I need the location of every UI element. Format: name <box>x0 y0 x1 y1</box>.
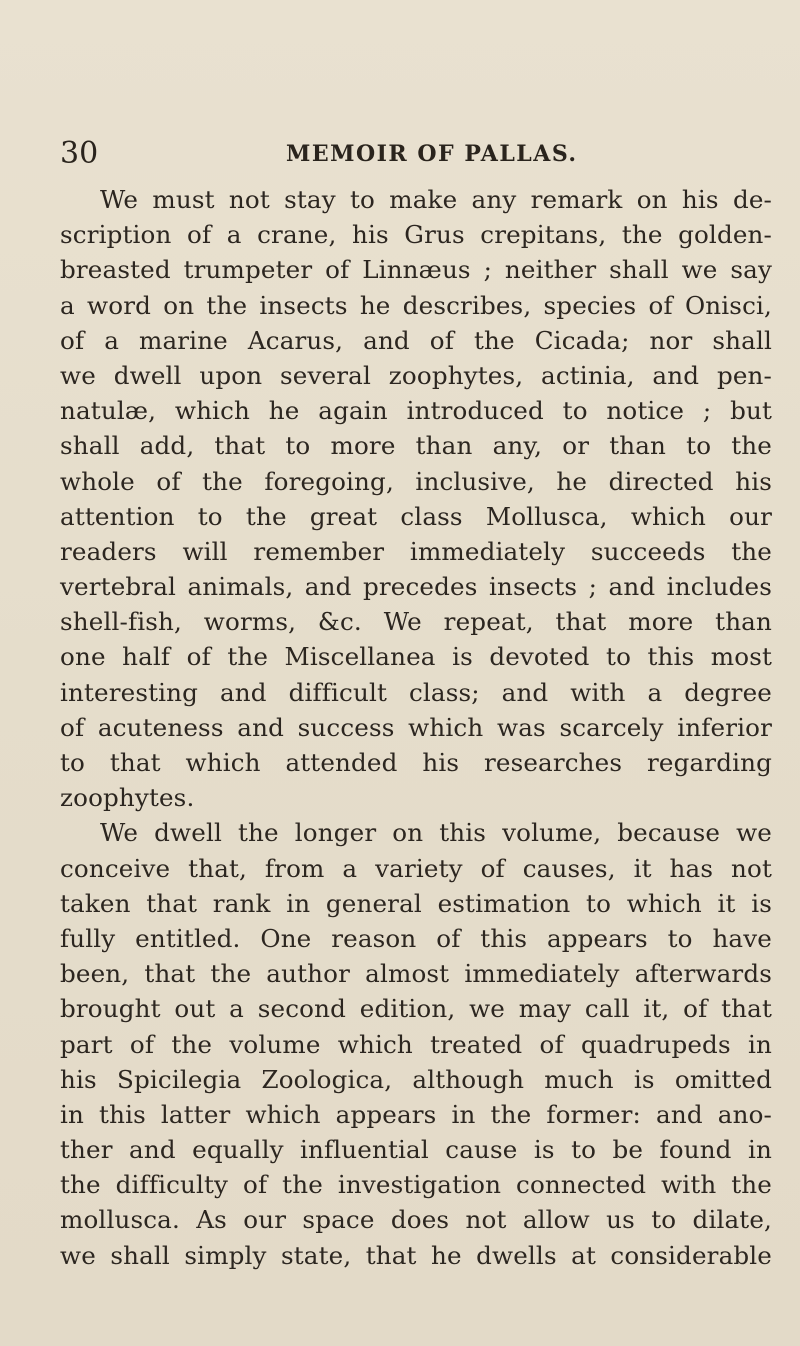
text-line: brought out a second edition, we may call it, of that <box>60 994 772 1024</box>
text-line: to that which attended his researches regarding <box>60 748 772 777</box>
text-line: his Spicilegia Zoologica, although much is omitted <box>60 1064 772 1094</box>
running-head: MEMOIR OF PALLAS. <box>286 141 578 167</box>
text-line: attention to the great class Mollusca, which our <box>60 501 772 531</box>
text-line: conceive that, from a variety of causes, it has not <box>60 853 772 883</box>
text-line: natulæ, which he again introduced to notice ; but <box>60 396 772 426</box>
text-line: taken that rank in general estimation to which it is <box>60 888 772 918</box>
text-line: interesting and difficult class; and with a degree <box>60 677 772 707</box>
page-header <box>60 134 760 174</box>
text-line: zoophytes. <box>60 783 195 813</box>
text-line: one half of the Miscellanea is devoted to this most <box>60 642 772 672</box>
text-line: ther and equally influential cause is to be found in <box>60 1135 772 1165</box>
text-line: shall add, that to more than any, or than to the <box>60 431 772 461</box>
text-line: of a marine Acarus, and of the Cicada; nor shall <box>60 325 772 355</box>
text-line: we dwell upon several zoophytes, actinia, and pen- <box>60 360 772 390</box>
text-line: of acuteness and success which was scarcely inferior <box>60 712 772 742</box>
text-line: vertebral animals, and precedes insects ; and includes <box>60 572 772 602</box>
text-line: We dwell the longer on this volume, because we <box>100 818 772 848</box>
text-line: in this latter which appears in the former: and ano- <box>60 1099 772 1129</box>
page-number: 30 <box>60 136 99 171</box>
text-line: breasted trumpeter of Linnæus ; neither shall we say <box>60 255 772 285</box>
text-line: readers will remember immediately succeeds the <box>60 536 772 566</box>
text-line: mollusca. As our space does not allow us to dilate, <box>60 1205 772 1235</box>
text-line: we shall simply state, that he dwells at considerable <box>60 1240 772 1270</box>
text-line: the difficulty of the investigation connected with the <box>60 1170 772 1200</box>
text-line: been, that the author almost immediately afterwards <box>60 959 772 989</box>
text-line: whole of the foregoing, inclusive, he directed his <box>60 466 772 496</box>
text-line: a word on the insects he describes, species of Onisci, <box>60 290 772 320</box>
text-line: shell-fish, worms, &c. We repeat, that more than <box>60 607 772 637</box>
text-line: scription of a crane, his Grus crepitans, the golden- <box>60 220 772 250</box>
text-line: fully entitled. One reason of this appears to have <box>60 923 772 953</box>
body-text <box>60 182 772 1273</box>
text-line: We must not stay to make any remark on his de- <box>100 185 772 214</box>
text-line: part of the volume which treated of quadrupeds in <box>60 1029 772 1059</box>
